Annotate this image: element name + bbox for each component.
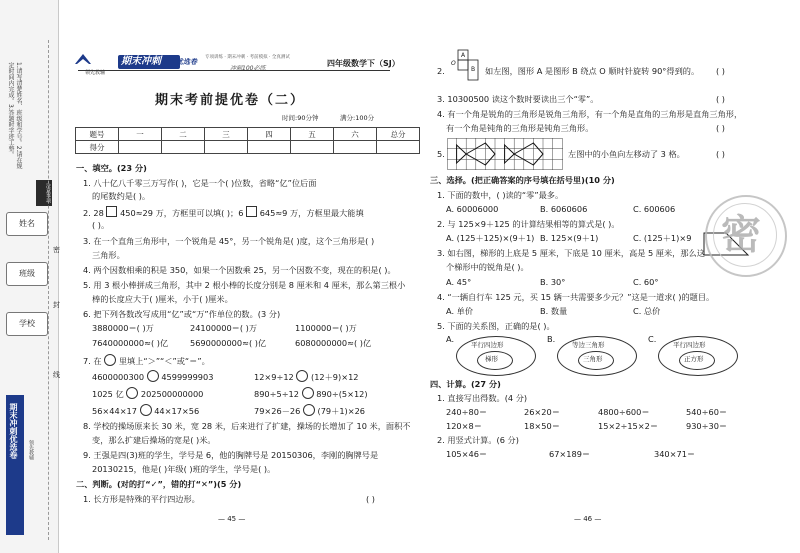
calc-item[interactable]: 540÷60＝: [686, 407, 728, 417]
grade-label: 四年级数学下（SJ）: [327, 59, 400, 68]
score-table-header: 一: [119, 128, 162, 141]
judge-3-answer[interactable]: ( ): [716, 94, 725, 104]
fig-label-o: O: [451, 60, 456, 67]
judge-1: 1. 长方形是特殊的平行四边形。: [83, 494, 200, 504]
judge-5-answer[interactable]: ( ): [716, 149, 725, 159]
choice-4-option[interactable]: A. 单价: [446, 306, 474, 316]
q6-item: 6080000000≈( )亿: [295, 338, 372, 348]
calc-item[interactable]: 18×50＝: [524, 421, 560, 431]
choice-4-option[interactable]: B. 数量: [540, 306, 568, 316]
question-6: 6. 把下列各数改写成用“亿”或“万”作单位的数。(3 分): [83, 309, 281, 319]
q7-item: 56×44×17 44×17×56: [92, 406, 200, 416]
compare-circle[interactable]: [303, 404, 315, 416]
score-cell[interactable]: [248, 141, 291, 154]
choice-4-option[interactable]: C. 总价: [633, 306, 661, 316]
judge-5-number: 5.: [437, 149, 445, 159]
q7-item: 4600000300 4599999903: [92, 372, 214, 382]
score-table-header: 题号: [76, 128, 119, 141]
q7-item: 890÷5÷12 890÷(5×12): [254, 389, 368, 399]
section-2-title: 二、判断。(对的打“✓”，错的打“✕”)(5 分): [76, 479, 242, 489]
rotation-figure: [446, 48, 484, 82]
brand-suffix: 优选卷: [176, 58, 197, 66]
strip-notice-title: 注意事项: [36, 180, 52, 206]
question-5-cont: 棒的长度应大于( )厘米，小于( )厘米。: [92, 294, 233, 304]
score-cell[interactable]: [205, 141, 248, 154]
school-field-box: 学校: [6, 312, 48, 336]
question-2: 2. 28 450≈29 万，方框里可以填( )；6 645≈9 万，方框里最大能填: [83, 208, 364, 218]
calc-2: 2. 用竖式计算。(6 分): [437, 435, 519, 445]
q6-item: 1100000＝( )万: [295, 323, 357, 333]
publisher: 领先教辅: [85, 70, 106, 76]
venn-a-label[interactable]: A.: [446, 334, 455, 344]
book-logo-icon: [73, 50, 93, 70]
q6-item: 3880000＝( )万: [92, 323, 154, 333]
binding-strip: [0, 0, 59, 553]
question-4: 4. 两个因数相乘的积是 350，如果一个因数乘 25，另一个因数不变，现在的积是( )。: [83, 265, 396, 275]
question-7: 7. 在 里填上“＞”“＜”或“＝”。: [83, 356, 210, 366]
question-8-cont: 变，那么扩建后操场的宽是( )米。: [92, 435, 216, 445]
strip-bottom-sub: 领先教辅: [28, 440, 34, 460]
judge-1-answer[interactable]: ( ): [366, 494, 375, 504]
seal-word-3: 线: [53, 371, 60, 379]
venn-a-outer: 平行四边形 梯形: [456, 336, 536, 376]
vertical-calc-item[interactable]: 67×189＝: [549, 449, 591, 459]
choice-1-option[interactable]: A. 60006000: [446, 204, 499, 214]
score-cell[interactable]: [119, 141, 162, 154]
compare-circle[interactable]: [147, 370, 159, 382]
choice-2-option[interactable]: A. (125＋125)×(9＋1): [446, 233, 535, 243]
venn-c-label[interactable]: C.: [648, 334, 657, 344]
choice-2-option[interactable]: B. 125×(9＋1): [540, 233, 599, 243]
compare-circle[interactable]: [296, 370, 308, 382]
calc-item[interactable]: 15×2÷15×2＝: [598, 421, 659, 431]
calc-item[interactable]: 4800÷600＝: [598, 407, 650, 417]
judge-2-text: 如左图，图形 A 是图形 B 绕点 O 顺时针旋转 90°得到的。: [485, 66, 700, 76]
name-field-box: 姓名: [6, 212, 48, 236]
seal-stamp: 密: [705, 195, 787, 277]
choice-3-option[interactable]: B. 30°: [540, 277, 566, 287]
calc-item[interactable]: 26×20＝: [524, 407, 560, 417]
score-table: [75, 127, 420, 154]
score-table-header: 三: [205, 128, 248, 141]
slogan-2: 冲刺100必练: [230, 65, 266, 72]
choice-1-option[interactable]: C. 600606: [633, 204, 676, 214]
section-1-title: 一、填空。(23 分): [76, 163, 147, 173]
venn-b-outer: 等边三角形 三角形: [557, 336, 637, 376]
judge-4-cont: 有一个角是钝角的三角形是钝角三角形。: [446, 123, 594, 133]
choice-3-option[interactable]: C. 60°: [633, 277, 659, 287]
q6-item: 5690000000≈( )亿: [190, 338, 267, 348]
seal-line: [48, 40, 49, 540]
blank-box[interactable]: [246, 206, 257, 217]
choice-1-option[interactable]: B. 6060606: [540, 204, 588, 214]
class-field-box: 班级: [6, 262, 48, 286]
judge-2-answer[interactable]: ( ): [716, 66, 725, 76]
question-8: 8. 学校的操场原来长 30 米，宽 28 米，后来进行了扩建，操场的长增加了 10 米，面积不: [83, 421, 411, 431]
header-rule: [78, 70, 390, 71]
question-1-cont: 的尾数约是( )。: [92, 191, 151, 201]
score-row-label: 得分: [76, 141, 119, 154]
vertical-calc-item[interactable]: 340×71＝: [654, 449, 696, 459]
fig-label-b: B: [471, 66, 476, 73]
venn-c-inner: 正方形: [679, 351, 715, 370]
choice-4: 4. “一辆自行车 125 元，买 15 辆一共需要多少元？”这是一道求( )的题目。: [437, 292, 715, 302]
brand-banner: 期末冲刺: [118, 55, 180, 69]
compare-circle[interactable]: [302, 387, 314, 399]
choice-5: 5. 下面的关系图，正确的是( )。: [437, 321, 555, 331]
choice-3-cont: 个梯形中的锐角是( )。: [446, 262, 529, 272]
time-info: 时间:90分钟: [282, 114, 319, 122]
score-table-header: 二: [162, 128, 205, 141]
score-table-header: 六: [334, 128, 377, 141]
choice-2-option[interactable]: C. (125＋1)×9: [633, 233, 692, 243]
question-2-cont: ( )。: [92, 220, 110, 230]
score-cell[interactable]: [334, 141, 377, 154]
calc-1: 1. 直接写出得数。(4 分): [437, 393, 528, 403]
judge-4: 4. 有一个角是锐角的三角形是锐角三角形，有一个角是直角的三角形是直角三角形，: [437, 109, 743, 119]
venn-b-label[interactable]: B.: [547, 334, 556, 344]
seal-word-1: 密: [53, 246, 60, 254]
score-table-header: 四: [248, 128, 291, 141]
section-4-title: 四、计算。(27 分): [430, 379, 501, 389]
venn-a-inner: 梯形: [477, 351, 513, 370]
q6-item: 7640000000≈( )亿: [92, 338, 169, 348]
question-1: 1. 八十亿八千零三万写作( )，它是一个( )位数，省略“亿”位后面: [83, 178, 317, 188]
compare-circle[interactable]: [104, 354, 116, 366]
page-number-right: — 46 —: [574, 515, 602, 523]
venn-b-inner: 三角形: [578, 351, 614, 370]
choice-3-option[interactable]: A. 45°: [446, 277, 472, 287]
judge-5-text: 左图中的小鱼向左移动了 3 格。: [568, 149, 685, 159]
judge-4-answer[interactable]: ( ): [716, 123, 725, 133]
calc-item[interactable]: 120×8＝: [446, 421, 482, 431]
score-cell[interactable]: [377, 141, 420, 154]
score-table-header: 总分: [377, 128, 420, 141]
choice-3: 3. 如右图，梯形的上底是 5 厘米，下底是 10 厘米，高是 5 厘米，那么这: [437, 248, 705, 258]
score-table-header: 五: [291, 128, 334, 141]
section-3-title: 三、选择。(把正确答案的序号填在括号里)(10 分): [430, 175, 615, 185]
score-table-header-row: [76, 128, 420, 141]
compare-circle[interactable]: [126, 387, 138, 399]
fish-grid-figure: [447, 138, 563, 170]
slogan-1: 专项训练 · 期末冲刺 · 考前模拟 · 全真测试: [205, 55, 290, 60]
choice-1: 1. 下面的数中，( )读的“零”最多。: [437, 190, 564, 200]
score-cell[interactable]: [291, 141, 334, 154]
exam-title: 期末考前提优卷（二）: [155, 93, 306, 108]
q7-item: 12×9÷12 (12＋9)×12: [254, 372, 359, 382]
calc-item[interactable]: 240÷80＝: [446, 407, 488, 417]
choice-2: 2. 与 125×9＋125 的计算结果相等的算式是( )。: [437, 219, 620, 229]
fig-label-a: A: [461, 52, 466, 59]
judge-2-number: 2.: [437, 66, 445, 76]
venn-c-outer: 平行四边形 正方形: [658, 336, 738, 376]
judge-3: 3. 10300500 读这个数时要读出三个“零”。: [437, 94, 599, 104]
question-3-cont: 三角形。: [92, 250, 125, 260]
blank-box[interactable]: [106, 206, 117, 217]
q6-item: 24100000＝( )万: [190, 323, 258, 333]
question-3: 3. 在一个直角三角形中，一个锐角是 45°，另一个锐角是( )度，这个三角形是( ): [83, 236, 375, 246]
seal-word-2: 封: [53, 301, 60, 309]
score-info: 满分:100分: [340, 114, 375, 122]
question-9: 9. 王强是四(3)班的学生，学号是 6，他的胸牌号是 20150306，李刚的胸牌号是: [83, 450, 379, 460]
compare-circle[interactable]: [140, 404, 152, 416]
calc-item[interactable]: 930÷30＝: [686, 421, 728, 431]
page-number-left: — 45 —: [218, 515, 246, 523]
strip-notice-text: 1.请写清楚姓名、班级和学号。2.请在规定时间内完成。3.答题时字迹工整。: [7, 62, 22, 170]
question-5: 5. 用 3 根小棒拼成三角形，其中 2 根小棒的长度分别是 8 厘米和 4 厘米，那么第三根小: [83, 280, 406, 290]
question-9-cont: 20130215，他是( )年级( )班的学生，学号是( )。: [92, 464, 276, 474]
q7-item: 1025 亿 202500000000: [92, 389, 204, 399]
q7-item: 79×26－26 (79＋1)×26: [254, 406, 366, 416]
vertical-calc-item[interactable]: 105×46＝: [446, 449, 488, 459]
strip-bottom-logo: 期末冲刺优选卷: [6, 395, 24, 535]
score-table-score-row: [76, 141, 420, 154]
score-cell[interactable]: [162, 141, 205, 154]
